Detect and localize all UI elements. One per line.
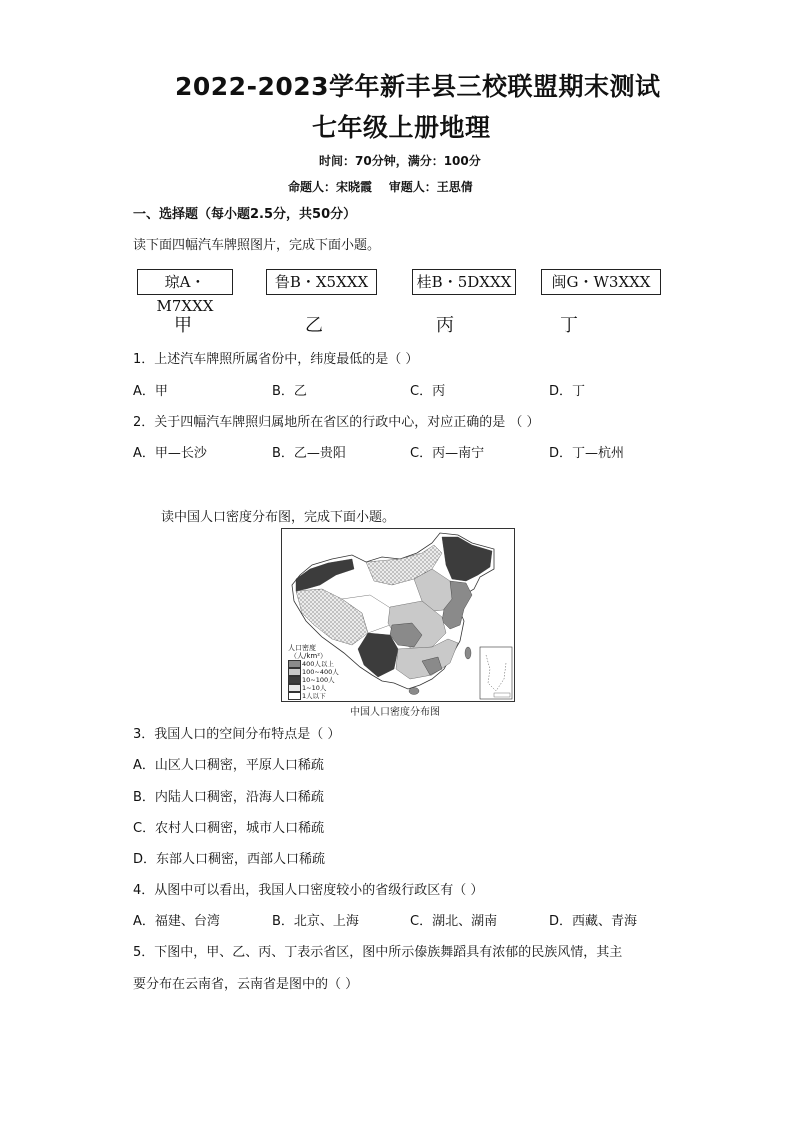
question-2-option-d[interactable]: D．丁—杭州 [549, 446, 625, 461]
plate-label-yi: 乙 [305, 315, 323, 336]
section-heading: 一、选择题（每小题2.5分，共50分） [133, 207, 357, 222]
question-1-option-a[interactable]: A．甲 [133, 384, 168, 399]
population-density-map [281, 528, 515, 702]
question-3-option-a[interactable]: A．山区人口稠密，平原人口稀疏 [133, 758, 324, 773]
map-intro: 读中国人口密度分布图，完成下面小题。 [161, 510, 396, 525]
plate-ding [541, 269, 661, 295]
question-4-option-d[interactable]: D．西藏、青海 [549, 914, 638, 929]
question-1-option-c[interactable]: C．丙 [410, 384, 446, 399]
legend-swatch-10-100 [288, 676, 301, 684]
legend-unit: （人/km²） [290, 652, 328, 660]
question-2-option-b[interactable]: B．乙—贵阳 [272, 446, 346, 461]
legend-title: 人口密度 [288, 644, 316, 652]
question-3-option-b[interactable]: B．内陆人口稠密，沿海人口稀疏 [133, 790, 324, 805]
question-2-stem: 2．关于四幅汽车牌照归属地所在省区的行政中心，对应正确的是 （ ） [133, 415, 540, 430]
authors: 命题人：宋晓霞 审题人：王思倩 [288, 180, 473, 194]
plate-label-ding: 丁 [560, 315, 578, 336]
plate-text: 琼A・M7XXX [156, 273, 214, 315]
question-4-option-a[interactable]: A．福建、台湾 [133, 914, 220, 929]
question-4-option-c[interactable]: C．湖北、湖南 [410, 914, 498, 929]
inset-label-box [494, 693, 510, 697]
question-1-option-d[interactable]: D．丁 [549, 384, 586, 399]
question-1-stem: 1．上述汽车牌照所属省份中，纬度最低的是（ ） [133, 352, 419, 367]
question-3-option-c[interactable]: C．农村人口稠密，城市人口稀疏 [133, 821, 325, 836]
legend-label-10-100: 10~100人 [302, 676, 335, 684]
taiwan-island [465, 647, 471, 659]
time-score: 时间：70分钟，满分：100分 [319, 154, 481, 168]
plate-text: 桂B・5DXXX [416, 273, 512, 291]
plate-label-jia: 甲 [174, 315, 192, 336]
legend-swatch-under-1 [288, 692, 301, 700]
plate-label-bing: 丙 [436, 315, 454, 336]
question-4-stem: 4．从图中可以看出，我国人口密度较小的省级行政区有（ ） [133, 883, 484, 898]
section-intro: 读下面四幅汽车牌照图片，完成下面小题。 [133, 238, 381, 253]
page-title-line2: 七年级上册地理 [312, 113, 491, 142]
plate-text: 闽G・W3XXX [551, 273, 651, 291]
legend-swatch-1-10 [288, 684, 301, 692]
question-2-option-c[interactable]: C．丙—南宁 [410, 446, 485, 461]
plate-bing [412, 269, 516, 295]
legend-label-under-1: 1人以下 [302, 692, 326, 700]
question-1-option-b[interactable]: B．乙 [272, 384, 307, 399]
question-4-option-b[interactable]: B．北京、上海 [272, 914, 359, 929]
page-title-line1: 2022-2023学年新丰县三校联盟期末测试 [175, 72, 661, 101]
map-caption: 中国人口密度分布图 [350, 707, 440, 718]
legend-swatch-400 [288, 660, 301, 668]
hainan-island [409, 688, 419, 695]
question-2-option-a[interactable]: A．甲—长沙 [133, 446, 207, 461]
question-3-stem: 3．我国人口的空间分布特点是（ ） [133, 727, 341, 742]
legend-swatch-100-400 [288, 668, 301, 676]
question-5-line2: 要分布在云南省，云南省是图中的（ ） [133, 977, 359, 992]
legend-label-400: 400人以上 [302, 660, 334, 668]
plate-yi [266, 269, 377, 295]
plate-jia [137, 269, 233, 315]
plate-text: 鲁B・X5XXX [274, 273, 369, 291]
legend-label-1-10: 1~10人 [302, 684, 327, 692]
legend-label-100-400: 100~400人 [302, 668, 339, 676]
question-3-option-d[interactable]: D．东部人口稠密，西部人口稀疏 [133, 852, 326, 867]
question-5-line1: 5．下图中，甲、乙、丙、丁表示省区，图中所示傣族舞蹈具有浓郁的民族风情，其主 [133, 945, 623, 960]
